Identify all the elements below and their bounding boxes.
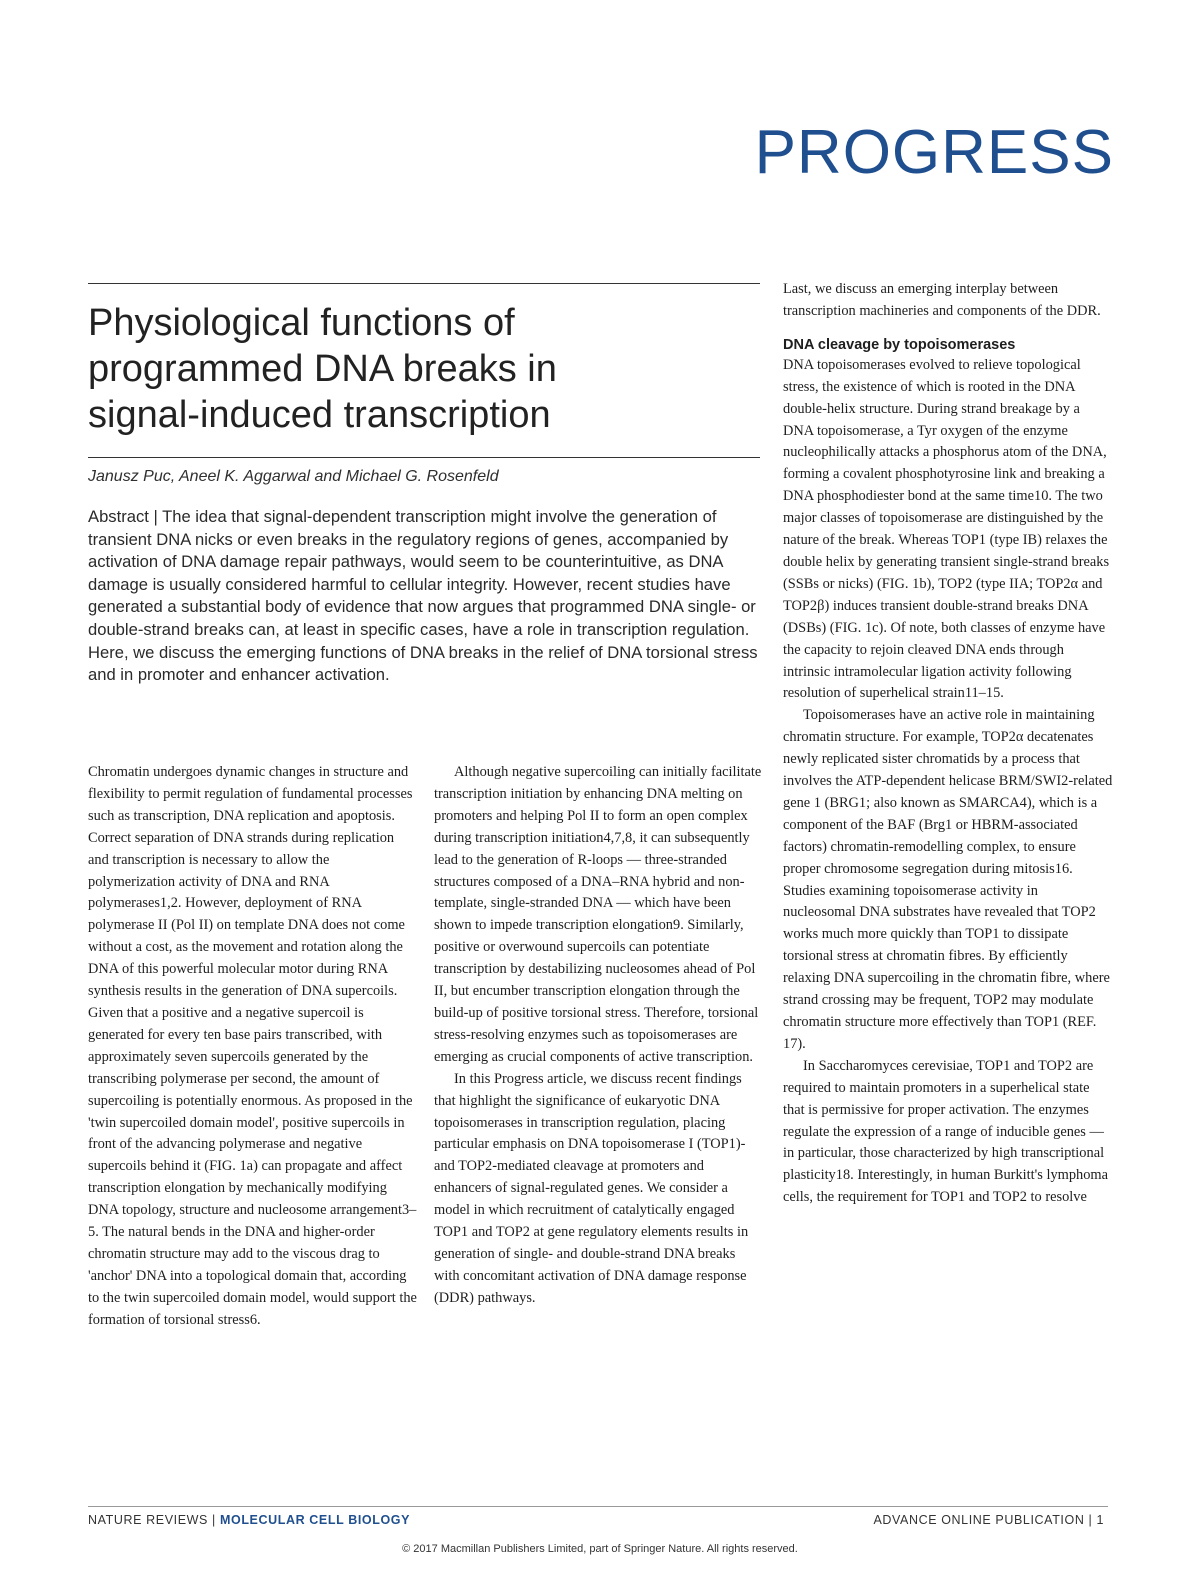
author-list: Janusz Puc, Aneel K. Aggarwal and Michael G. Rosenfeld bbox=[88, 468, 499, 485]
title-line: programmed DNA breaks in bbox=[88, 348, 557, 390]
section-heading: DNA cleavage by topoisomerases bbox=[783, 336, 1016, 353]
footer-page-info: ADVANCE ONLINE PUBLICATION | 1 bbox=[873, 1513, 1104, 1527]
body-paragraph: In this Progress article, we discuss recent findings that highlight the significance of eukaryotic DNA topoisomerases in transcription regulation, placing particular emphasis on DNA topoisomerase I (TOP1)- and TOP2-mediated cleavage at promoters and enhancers of signal-regulated genes. We consider a model in which recruitment of catalytically engaged TOP1 and TOP2 at gene regulatory elements results in generation of single- and double-strand DNA breaks with concomitant activation of DNA damage response (DDR) pathways. bbox=[434, 1070, 749, 1306]
abstract: Abstract | The idea that signal-dependent transcription might involve the generation of transient DNA nicks or even breaks in the regulatory regions of genes, accompanied by activation of DNA damage repair pathways, would seem to be counterintuitive, as DNA damage is usually considered harmful to cellular integrity. However, recent studies have generated a substantial body of evidence that now argues that programmed DNA single- or double-strand breaks can, at least in specific cases, have a role in transcription regulation. Here, we discuss the emerging functions of DNA breaks in the relief of DNA torsional stress and in promoter and enhancer activation. bbox=[88, 507, 758, 685]
footer-journal bbox=[88, 1513, 410, 1527]
title-rule-bottom bbox=[88, 457, 760, 458]
body-paragraph: DNA topoisomerases evolved to relieve topological stress, the existence of which is rooted in the DNA double-helix structure. During strand breakage by a DNA topoisomerase, a Tyr oxygen of the enzyme nucleophilically attacks a phosphorus atom of the DNA, forming a covalent phosphotyrosine link and breaking a DNA phosphodiester bond at the same time10. The two major classes of topoisomerase are distinguished by the nature of the break. Whereas TOP1 (type IB) relaxes the double helix by generating transient single-strand breaks (SSBs or nicks) (FIG. 1b), TOP2 (type IIA; TOP2α and TOP2β) induces transient double-strand breaks DNA (DSBs) (FIG. 1c). Of note, both classes of enzyme have the capacity to rejoin cleaved DNA ends through intrinsic intramolecular ligation activity following resolution of superhelical strain11–15. bbox=[783, 356, 1110, 702]
footer-rule bbox=[88, 1506, 1108, 1507]
article-title bbox=[88, 300, 760, 438]
body-paragraph: Topoisomerases have an active role in maintaining chromatin structure. For example, TOP2α decatenates newly replicated sister chromatids by a process that involves the ATP-dependent helicase BRM/SWI2-related gene 1 (BRG1; also known as SMARCA4), which is a component of the BAF (Brg1 or HBRM-associated factors) chromatin-remodelling complex, to ensure proper chromosome segregation during mitosis16. Studies examining topoisomerase activity in nucleosomal DNA substrates have revealed that TOP2 works much more quickly than TOP1 to dissipate torsional stress at chromatin fibres. By efficiently relaxing DNA supercoiling in the chromatin fibre, where strand crossing may be frequent, TOP2 may modulate chromatin structure more effectively than TOP1 (REF. 17). bbox=[783, 707, 1113, 1052]
section-banner: PROGRESS bbox=[754, 118, 1114, 187]
copyright-notice: © 2017 Macmillan Publishers Limited, part of Springer Nature. All rights reserved. bbox=[402, 1543, 798, 1555]
title-line: Physiological functions of bbox=[88, 302, 515, 344]
body-paragraph: Chromatin undergoes dynamic changes in structure and flexibility to permit regulation of fundamental processes such as transcription, DNA replication and apoptosis. Correct separation of DNA strands during replication and transcription is necessary to allow the polymerization activity of DNA and RNA polymerases1,2. However, deployment of RNA polymerase II (Pol II) on template DNA does not come without a cost, as the movement and rotation along the DNA of this powerful molecular motor during RNA synthesis results in the generation of DNA supercoils. Given that a positive and a negative supercoil is generated for every ten base pairs transcribed, with approximately seven supercoils generated by the transcribing polymerase per second, the amount of supercoiling is potentially enormous. As proposed in the 'twin supercoiled domain model', positive supercoils in front of the advancing polymerase and negative supercoils behind it (FIG. 1a) can propagate and affect transcription elongation by mechanically modifying DNA topology, structure and nucleosome arrangement3–5. The natural bends in the DNA and higher-order chromatin structure may add to the viscous drag to 'anchor' DNA into a topological domain that, according to the twin supercoiled domain model, would support the formation of torsional stress6. bbox=[88, 764, 417, 1328]
body-column-3 bbox=[783, 279, 1113, 1209]
body-paragraph: In Saccharomyces cerevisiae, TOP1 and TOP2 are required to maintain promoters in a superhelical state that is permissive for proper activation. The enzymes regulate the expression of a range of inducible genes — in particular, those characterized by high transcriptional plasticity18. Interestingly, in human Burkitt's lymphoma cells, the requirement for TOP1 and TOP2 to resolve bbox=[783, 1057, 1109, 1206]
body-column-1 bbox=[88, 762, 418, 1332]
body-paragraph: Although negative supercoiling can initially facilitate transcription initiation by enhancing DNA melting on promoters and helping Pol II to form an open complex during transcription initiation4,7,8, it can subsequently lead to the generation of R-loops — three-stranded structures composed of a DNA–RNA hybrid and non-template, single-stranded DNA — which have been shown to impede transcription elongation9. Similarly, positive or overwound supercoils can potentiate transcription by destabilizing nucleosomes ahead of Pol II, but encumber transcription elongation through the build-up of positive torsional stress. Therefore, torsional stress-resolving enzymes such as topoisomerases are emerging as crucial components of active transcription. bbox=[434, 764, 762, 1065]
title-rule-top bbox=[88, 283, 760, 284]
body-paragraph: Last, we discuss an emerging interplay between transcription machineries and components of the DDR. bbox=[783, 281, 1101, 319]
footer-publisher: NATURE REVIEWS | bbox=[88, 1513, 220, 1527]
footer-journal-name: MOLECULAR CELL BIOLOGY bbox=[219, 1513, 411, 1527]
title-line: signal-induced transcription bbox=[88, 394, 551, 436]
body-column-2 bbox=[434, 762, 764, 1310]
